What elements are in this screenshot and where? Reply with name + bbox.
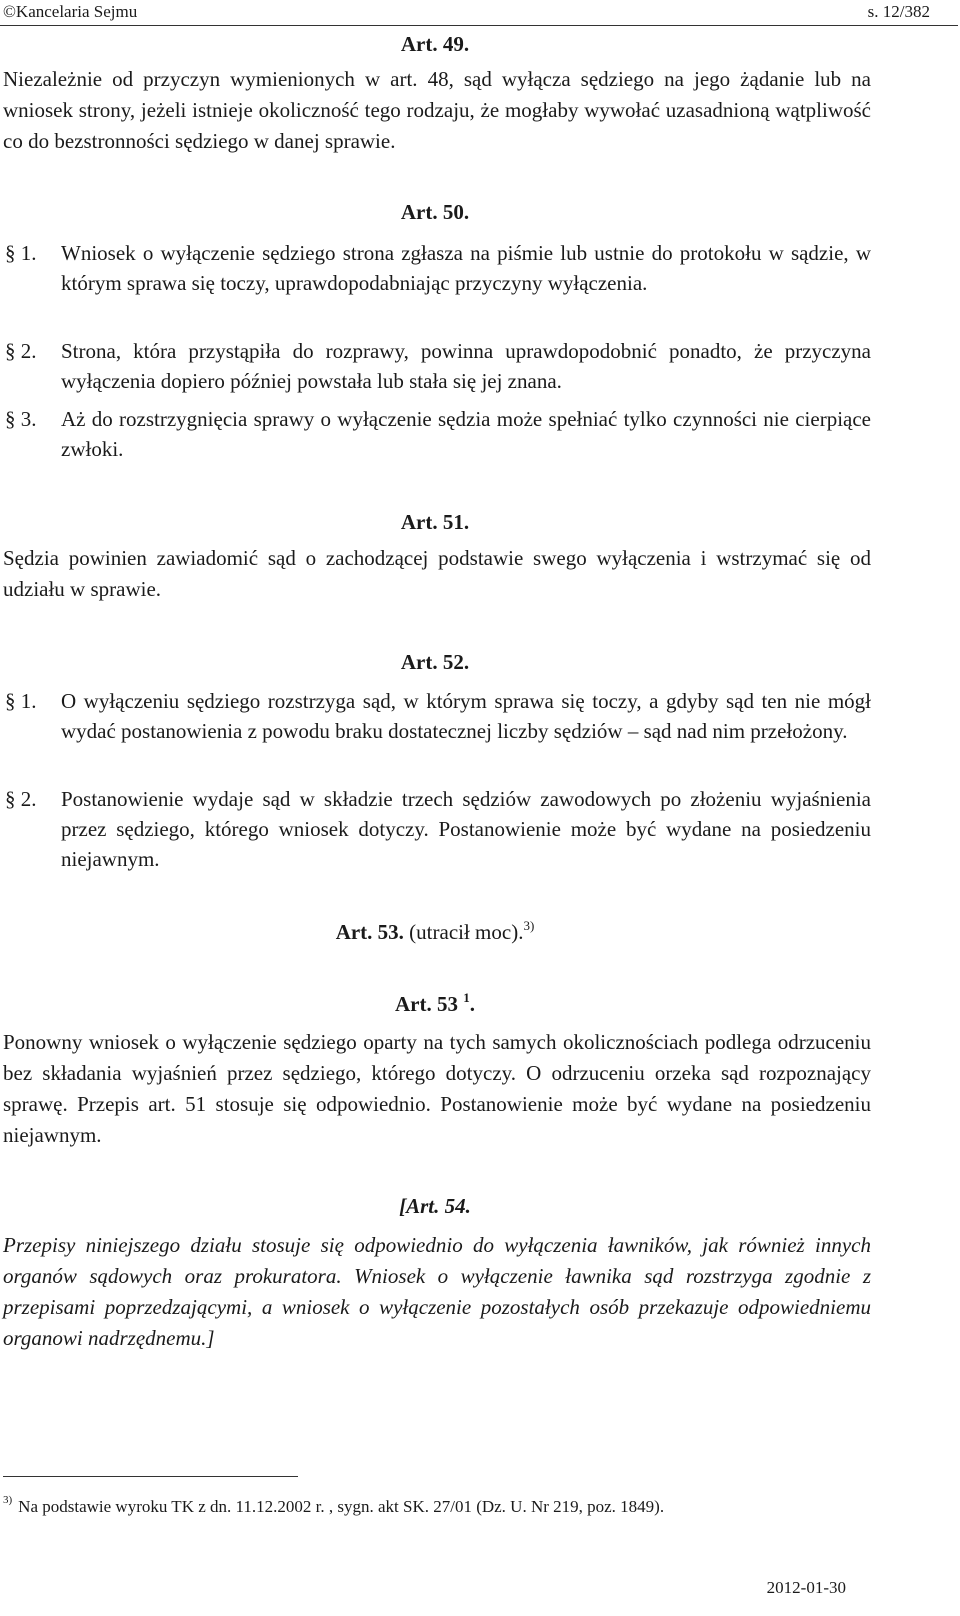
article-54-title: [Art. 54. bbox=[399, 1194, 471, 1218]
footnote-text: Na podstawie wyroku TK z dn. 11.12.2002 r. , sygn. akt SK. 27/01 (Dz. U. Nr 219, poz. 1849). bbox=[18, 1497, 665, 1516]
article-53-1-text: Ponowny wniosek o wyłączenie sędziego oparty na tych samych okolicznościach podlega odrzuceniu bez składania wyjaśnień przez sędziego, którego dotyczy. O odrzuceniu orzeka sąd rozpoznający sprawę. Przepis art. 51 stosuje się odpowiednio. Postanowienie może być wydane na posiedzeniu niejawnym. bbox=[3, 1030, 871, 1147]
section-text: Wniosek o wyłączenie sędziego strona zgłasza na piśmie lub ustnie do protokołu w sądzie, w którym sprawa się toczy, uprawdopodabniając przyczyny wyłączenia. bbox=[61, 241, 871, 295]
article-53-1-period: . bbox=[469, 992, 475, 1016]
article-53-1-superscript: 1 bbox=[463, 990, 470, 1005]
section-number: § 2. bbox=[5, 339, 37, 363]
article-50-section-1 bbox=[3, 238, 871, 298]
article-50-section-2 bbox=[3, 336, 871, 396]
section-text: Aż do rozstrzygnięcia sprawy o wyłączenie sędzia może spełniać tylko czynności nie cierpiące zwłoki. bbox=[61, 407, 871, 461]
article-53-1-title bbox=[0, 992, 870, 1017]
article-50-title: Art. 50. bbox=[400, 200, 470, 224]
article-53-1-label: Art. 53 bbox=[395, 992, 458, 1016]
article-53-status: (utracił moc). bbox=[409, 920, 524, 944]
footnote-rule bbox=[3, 1476, 298, 1477]
article-52-title: Art. 52. bbox=[400, 650, 470, 674]
article-49-text: Niezależnie od przyczyn wymienionych w art. 48, sąd wyłącza sędziego na jego żądanie lub na wniosek strony, jeżeli istnieje okoliczność tego rodzaju, że mogłaby wywołać uzasadnioną wątpliwość co do bezstronności sędziego w danej sprawie. bbox=[3, 67, 871, 153]
section-text: O wyłączeniu sędziego rozstrzyga sąd, w którym sprawa się toczy, a gdyby sąd ten nie mógł wydać postanowienia z powodu braku dostatecznej liczby sędziów – sąd nad nim przełożony. bbox=[61, 689, 871, 743]
article-50-section-3 bbox=[3, 404, 871, 464]
section-number: § 2. bbox=[5, 787, 37, 811]
section-number: § 3. bbox=[5, 407, 37, 431]
footnote bbox=[3, 1494, 665, 1517]
article-52-section-1 bbox=[3, 686, 871, 746]
section-text: Strona, która przystąpiła do rozprawy, powinna uprawdopodobnić ponadto, że przyczyna wyłączenia dopiero później powstała lub stała się jej znana. bbox=[61, 339, 871, 393]
article-53-title bbox=[0, 920, 870, 945]
header-source: ©Kancelaria Sejmu bbox=[3, 2, 138, 21]
footnote-number: 3) bbox=[3, 1494, 13, 1506]
footnote-reference: 3) bbox=[523, 918, 535, 933]
article-53-label: Art. 53. bbox=[335, 920, 404, 944]
article-51-text: Sędzia powinien zawiadomić sąd o zachodzącej podstawie swego wyłączenia i wstrzymać się od udziału w sprawie. bbox=[3, 546, 871, 601]
header-rule bbox=[0, 25, 958, 26]
section-number: § 1. bbox=[5, 241, 37, 265]
article-51-title: Art. 51. bbox=[400, 510, 470, 534]
article-54-text: Przepisy niniejszego działu stosuje się odpowiednio do wyłączenia ławników, jak również innych organów sądowych oraz prokuratora. Wniosek o wyłączenie ławnika sąd rozstrzyga zgodnie z przepisami poprzedzającymi, a wniosek o wyłączenie pozostałych osób przekazuje odpowiedniemu organowi nadrzędnemu.] bbox=[3, 1233, 871, 1350]
article-49-title: Art. 49. bbox=[400, 32, 470, 56]
header-page-number: s. 12/382 bbox=[867, 2, 930, 21]
footer-date: 2012-01-30 bbox=[766, 1578, 846, 1597]
section-number: § 1. bbox=[5, 689, 37, 713]
section-text: Postanowienie wydaje sąd w składzie trzech sędziów zawodowych po złożeniu wyjaśnienia przez sędziego, którego wniosek dotyczy. Postanowienie może być wydane na posiedzeniu niejawnym. bbox=[61, 787, 871, 871]
article-52-section-2 bbox=[3, 784, 871, 874]
